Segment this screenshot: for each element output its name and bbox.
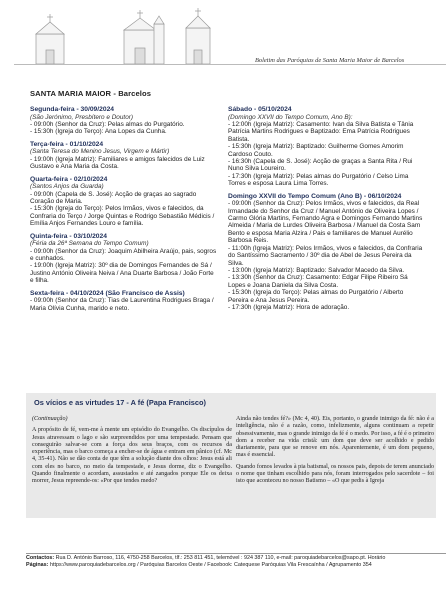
entry-subtitle: (Santos Anjos da Guarda) [30, 183, 104, 191]
footer-pages [26, 562, 446, 569]
footer [26, 555, 446, 569]
entry-subtitle: (Santa Teresa do Menino Jesus, Virgem e Mártir) [30, 148, 170, 156]
entry-date: Quinta-feira - 03/10/2024 [30, 232, 107, 240]
entry-date: Domingo XXVII do Tempo Comum (Ano B) - 06/10/2024 [228, 192, 402, 200]
entry-line: - 12:00h (Igreja Matriz): Casamento: Ivan da Silva Batista e Tânia Patrícia Martins Rodrigues e Baptizado: Ema Patrícia Rodrigues Batista. [228, 121, 414, 143]
entry-line: - 09:00h (Senhor da Cruz): Pelos Irmãos, vivos e falecidos, da Real Irmandade do Senhor da Cruz / Manuel António de Oliveira Lopes / Carmo Glória Martins, Fernando Agra e Domingos Fernando Martins Almeida / Maria de Lurdes Oliveira Barbosa / Manuel da Costa Sam Bento e esposa Maria Alzira / Pais e familiares de Manuel Aurélio Barbosa Reis. [228, 200, 423, 245]
entry-subtitle: (Domingo XXVII do Tempo Comum, Ano B): [228, 113, 353, 121]
right-column [228, 106, 424, 316]
entry-subtitle: (Féria da 26ª Semana do Tempo Comum) [30, 240, 149, 248]
entry-date: Terça-feira - 01/10/2024 [30, 140, 104, 148]
entry-line: - 11:00h (Igreja Matriz): Pelos Irmãos, vivos e falecidos, da Confraria do Santíssimo Sacramento / 30º dia de Abel de Jesus Pereira da Silva. [228, 244, 423, 267]
virtues-paragraph: Ainda não tendes fé?» (Mc 4, 40). Eis, portanto, o grande inimigo da fé: não é a inteligência, não é a razão, como, infelizmente, alguns continuam a repetir obsessivamente, mas o grande inimigo da fé é o medo. Por isso, a fé é o primeiro dom a receber na vida cristã: um dom que deve ser acolhido e pedido diariamente, para que se renove em nós. Aparentemente, é um dom pequeno, mas é essencial. [236, 416, 434, 459]
church-illustrations [14, 6, 214, 68]
entry-line: - 15:30h (Igreja do Terço): Ana Lopes da Cunha. [30, 128, 167, 136]
footer-contacts [26, 555, 446, 562]
entry-line: - 09:00h (Capela de S. José): Acção de graças ao sagrado Coração de Maria. [30, 190, 197, 206]
entry-line: - 15:30h (Igreja Matriz): Baptizado: Guilherme Gomes Amorim Cardoso Couto. [228, 143, 404, 158]
bulletin-title: Boletim das Paróquias de Santa Maria Maior de Barcelos [255, 57, 405, 64]
section-title: SANTA MARIA MAIOR - Barcelos [30, 89, 152, 98]
entry-line: - 17:30h (Igreja Matriz): Pelas almas do Purgatório / Celso Lima Torres e esposa Laura Lima Torres. [228, 172, 409, 188]
entry-line: - 13:30h (Senhor da Cruz): Casamento: Edgar Filipe Ribeiro Sá Lopes e Joana Daniela da Silva Costa. [228, 274, 408, 289]
entry-date: Sábado - 05/10/2024 [228, 106, 292, 113]
footer-divider [26, 553, 446, 554]
header-divider [14, 64, 446, 65]
mass-entry [30, 141, 218, 171]
mass-entry [30, 106, 218, 136]
entry-line: - 16:30h (Capela de S. José): Acção de graças a Santa Rita / Rui Nuno Silva Loureiro. [228, 158, 413, 173]
mass-entry [228, 106, 424, 188]
mass-entry [30, 233, 218, 285]
virtues-right-column [236, 416, 434, 490]
entry-subtitle: (São Jerónimo, Presbítero e Doutor) [30, 113, 134, 121]
contacts-text: Rua D. António Barroso, 116, 4750-258 Barcelos, tlf.: 253 811 451, telemóvel : 924 387 110, e-mail: paroquiadebarcelos@sapo.pt. Horário [55, 555, 386, 561]
contacts-label: Contactos: [26, 555, 55, 561]
entry-date: Segunda-feira - 30/09/2024 [30, 106, 115, 113]
entry-date: Quarta-feira - 02/10/2024 [30, 175, 108, 183]
mass-entry [30, 290, 218, 312]
virtues-paragraph: Quando fomos levados à pia batismal, os nossos pais, depois de terem anunciado o nome que tinham escolhido para nós, foram interrogados pelo sacerdote – foi isto que aconteceu no nosso Batismo – «O que pedis à Igreja [236, 463, 434, 485]
entry-line: - 15:30h (Igreja do Terço): Pelos Irmãos, vivos e falecidos, da Confraria do Terço / Jorge Quintas e Rodrigo Sebastião Médicis / Emília Anjos Fernandes Louro e família. [30, 205, 215, 228]
entry-line: - 09:00h (Senhor da Cruz): Joaquim Abilheira Araújo, pais, sogros e cunhados. [30, 247, 217, 263]
entry-line: - 15:30h (Igreja do Terço): Pelas almas do Purgatório / Alberto Pereira e Ana Jesus Pereira. [228, 289, 404, 304]
entry-line: - 17:30h (Igreja Matriz): Hora de adoração. [228, 303, 350, 311]
pages-text[interactable]: https://www.paroquiadebarcelos.org / Paróquias Barcelos Oeste / Facebook: Catequese Paróquias Vila Frescaínha / Agrupamento 354 [49, 562, 372, 568]
left-column [30, 106, 218, 317]
entry-line: - 09:00h (Senhor da Cruz): Tias de Laurentina Rodrigues Braga / Maria Olívia Cunha, marido e neto. [30, 297, 214, 312]
virtues-left-column [32, 416, 232, 490]
entry-line: - 09:00h (Senhor da Cruz): Pelas almas do Purgatório. [30, 121, 185, 128]
virtues-title: Os vícios e as virtudes 17 - A fé (Papa Francisco) [34, 398, 206, 407]
pages-label: Páginas: [26, 562, 49, 568]
entry-line: - 19:00h (Igreja Matriz): Familiares e amigos falecidos de Luiz Gustavo e Ana Maria da Costa. [30, 155, 205, 171]
entry-date: Sexta-feira - 04/10/2024 (São Francisco de Assis) [30, 289, 185, 297]
entry-line: - 13:00h (Igreja Matriz): Baptizado: Salvador Macedo da Silva. [228, 266, 405, 274]
mass-entry [228, 193, 424, 312]
entry-line: - 19:00h (Igreja Matriz): 30º dia de Domingos Fernandes de Sá / Justino António Oliveira Neiva / Ana Duarte Barbosa / João Forte e filha. [30, 262, 214, 285]
continuation-label: (Continuação) [32, 416, 68, 422]
virtues-paragraph: A propósito de fé, vem-me à mente um episódio do Evangelho. Os discípulos de Jesus atravessam o lago e são surpreendidos por uma tempestade. Pensam que conseguirão salvar-se com a força dos seus braços, com os recursos da experiência, mas o barco começa a encher-se de água e entram em pânico (cf. Mc 4, 35-41). Não se dão conta de que têm a solução diante dos olhos: Jesus está ali com eles no barco, no meio da tempestade, e Jesus dorme, diz o Evangelho. Quando finalmente o acordam, assustados e até zangados porque Ele os deixa morrer, Jesus repreende-os: «Por que tendes medo? [32, 427, 232, 485]
mass-entry [30, 176, 218, 228]
